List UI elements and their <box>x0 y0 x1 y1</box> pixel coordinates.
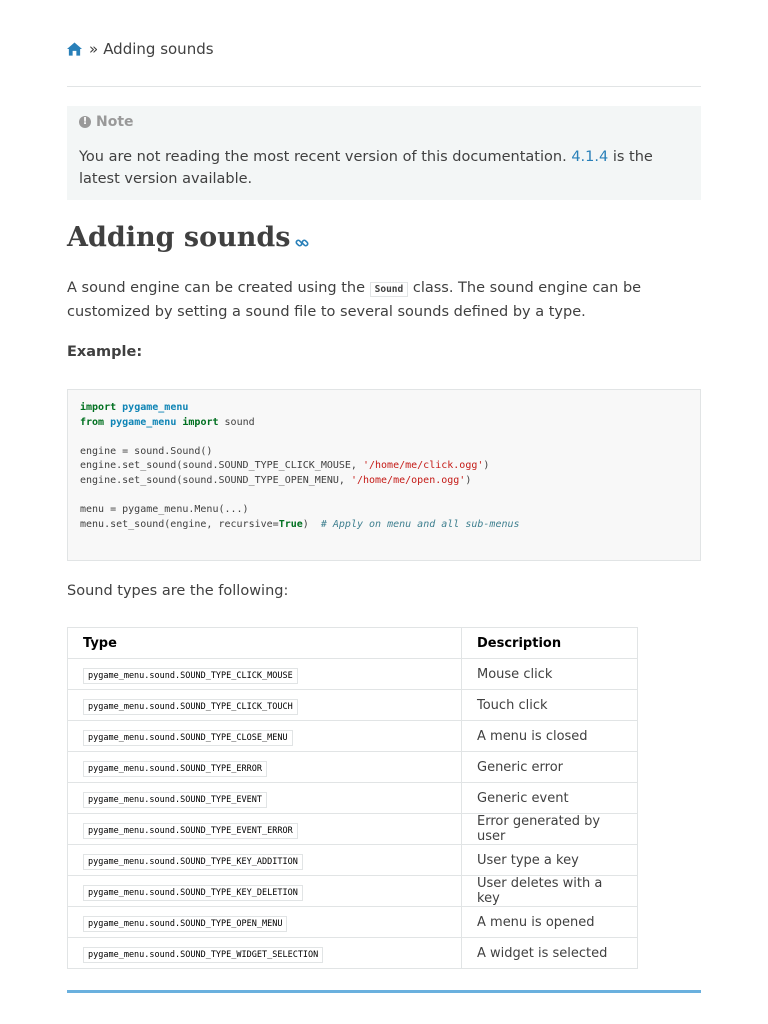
code-token: pygame_menu <box>110 416 177 428</box>
code-token: ) <box>302 518 321 530</box>
type-code: pygame_menu.sound.SOUND_TYPE_CLICK_TOUCH <box>83 699 298 715</box>
type-cell <box>68 721 462 752</box>
breadcrumb <box>67 40 214 58</box>
table-row <box>68 783 638 814</box>
type-cell <box>68 907 462 938</box>
code-token: import <box>80 402 117 413</box>
breadcrumb-separator: » <box>89 40 99 58</box>
description-cell: Error generated by user <box>462 814 638 845</box>
intro-text-before: A sound engine can be created using the <box>67 280 370 296</box>
breadcrumb-current: Adding sounds <box>103 40 214 58</box>
table-row <box>68 876 638 907</box>
note-title <box>79 114 134 130</box>
code-token: import <box>182 416 219 428</box>
table-row <box>68 814 638 845</box>
code-block <box>67 389 701 561</box>
note-text-after: is the latest version available. <box>79 149 653 187</box>
exclamation-icon: ! <box>79 116 91 128</box>
type-code: pygame_menu.sound.SOUND_TYPE_EVENT <box>83 792 267 808</box>
type-cell <box>68 690 462 721</box>
code-token: menu.set_sound(engine, recursive= <box>80 518 279 530</box>
type-code: pygame_menu.sound.SOUND_TYPE_WIDGET_SELECTION <box>83 947 323 963</box>
code-string: '/home/me/click.ogg' <box>362 460 484 472</box>
table-row <box>68 938 638 969</box>
example-label: Example: <box>67 344 143 360</box>
table-row <box>68 659 638 690</box>
type-code: pygame_menu.sound.SOUND_TYPE_EVENT_ERROR <box>83 823 298 839</box>
description-cell: A menu is closed <box>462 721 638 752</box>
code-token: sound <box>218 416 255 428</box>
code-line: menu = pygame_menu.Menu(...) <box>80 504 249 516</box>
table-row <box>68 690 638 721</box>
type-code: pygame_menu.sound.SOUND_TYPE_CLOSE_MENU <box>83 730 293 746</box>
table-header-type: Type <box>68 628 462 659</box>
type-cell <box>68 752 462 783</box>
type-cell <box>68 783 462 814</box>
description-cell: Touch click <box>462 690 638 721</box>
description-cell: Generic event <box>462 783 638 814</box>
code-token: pygame_menu <box>122 402 189 413</box>
code-token: True <box>278 518 303 530</box>
description-cell: User deletes with a key <box>462 876 638 907</box>
table-row <box>68 752 638 783</box>
code-line: engine = sound.Sound() <box>80 445 213 457</box>
table-header-description: Description <box>462 628 638 659</box>
table-row <box>68 721 638 752</box>
header-divider <box>67 86 701 87</box>
note-title-label: Note <box>96 114 134 130</box>
note-admonition <box>67 106 701 200</box>
footer-accent-bar <box>67 990 701 993</box>
table-row <box>68 907 638 938</box>
code-string: '/home/me/open.ogg' <box>350 474 466 486</box>
code-content <box>80 401 520 532</box>
page-title-text: Adding sounds <box>67 222 291 253</box>
table-row <box>68 845 638 876</box>
type-cell <box>68 814 462 845</box>
page-title <box>67 222 309 253</box>
latest-version-link[interactable]: 4.1.4 <box>571 149 609 165</box>
code-token: engine.set_sound(sound.SOUND_TYPE_CLICK_MOUSE, <box>80 460 363 472</box>
table-header-row <box>68 628 638 659</box>
code-token: from <box>80 416 105 428</box>
type-cell <box>68 845 462 876</box>
type-cell <box>68 938 462 969</box>
description-cell: A widget is selected <box>462 938 638 969</box>
type-cell <box>68 876 462 907</box>
sound-class-code: Sound <box>370 282 409 297</box>
type-cell <box>68 659 462 690</box>
sound-types-table <box>67 627 638 969</box>
description-cell: A menu is opened <box>462 907 638 938</box>
type-code: pygame_menu.sound.SOUND_TYPE_KEY_DELETION <box>83 885 303 901</box>
note-body <box>79 146 679 190</box>
code-comment: # Apply on menu and all sub-menus <box>320 518 520 530</box>
code-token: ) <box>483 460 490 472</box>
description-cell: User type a key <box>462 845 638 876</box>
type-code: pygame_menu.sound.SOUND_TYPE_CLICK_MOUSE <box>83 668 298 684</box>
type-code: pygame_menu.sound.SOUND_TYPE_ERROR <box>83 761 267 777</box>
home-icon[interactable] <box>67 42 82 56</box>
type-code: pygame_menu.sound.SOUND_TYPE_KEY_ADDITION <box>83 854 303 870</box>
code-token: engine.set_sound(sound.SOUND_TYPE_OPEN_MENU, <box>80 474 351 486</box>
permalink-icon[interactable] <box>295 236 309 250</box>
type-code: pygame_menu.sound.SOUND_TYPE_OPEN_MENU <box>83 916 287 932</box>
intro-text-after: class. The sound engine can be customized by setting a sound file to several sounds defined by a type. <box>67 280 642 320</box>
code-token: ) <box>465 474 472 486</box>
intro-paragraph <box>67 277 701 323</box>
description-cell: Mouse click <box>462 659 638 690</box>
note-text-before: You are not reading the most recent version of this documentation. <box>79 149 572 165</box>
sound-types-paragraph: Sound types are the following: <box>67 583 289 599</box>
description-cell: Generic error <box>462 752 638 783</box>
